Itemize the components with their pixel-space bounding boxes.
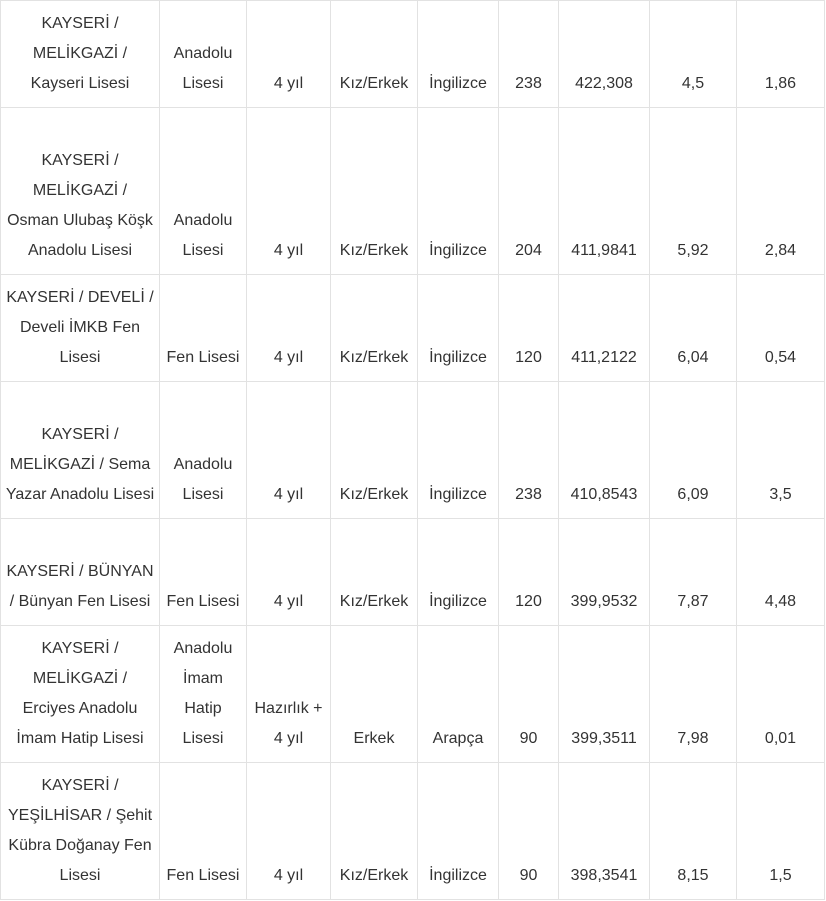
cell-percentile: 6,04	[650, 275, 737, 382]
cell-score: 399,9532	[559, 519, 650, 626]
cell-percentile: 6,09	[650, 382, 737, 519]
cell-type: Fen Lisesi	[160, 519, 247, 626]
cell-school: KAYSERİ / BÜNYAN / Bünyan Fen Lisesi	[1, 519, 160, 626]
cell-last-value: 2,84	[737, 108, 825, 275]
cell-score: 411,2122	[559, 275, 650, 382]
cell-duration: 4 yıl	[247, 1, 331, 108]
cell-percentile: 8,15	[650, 763, 737, 900]
table-row	[1, 1, 825, 108]
cell-type: Anadolu Lisesi	[160, 108, 247, 275]
cell-last-value: 0,01	[737, 626, 825, 763]
cell-last-value: 3,5	[737, 382, 825, 519]
cell-score: 422,308	[559, 1, 650, 108]
cell-gender: Kız/Erkek	[331, 382, 418, 519]
cell-gender: Kız/Erkek	[331, 1, 418, 108]
table-row	[1, 519, 825, 626]
cell-score: 410,8543	[559, 382, 650, 519]
cell-language: İngilizce	[418, 519, 499, 626]
cell-type: Anadolu Lisesi	[160, 382, 247, 519]
cell-type: Anadolu Lisesi	[160, 1, 247, 108]
cell-gender: Kız/Erkek	[331, 275, 418, 382]
cell-type: Fen Lisesi	[160, 763, 247, 900]
cell-duration: Hazırlık + 4 yıl	[247, 626, 331, 763]
cell-type: Fen Lisesi	[160, 275, 247, 382]
table-row	[1, 275, 825, 382]
table-body	[1, 1, 825, 900]
cell-school: KAYSERİ / MELİKGAZİ / Osman Ulubaş Köşk Anadolu Lisesi	[1, 108, 160, 275]
cell-quota: 120	[499, 275, 559, 382]
cell-quota: 238	[499, 1, 559, 108]
cell-language: İngilizce	[418, 382, 499, 519]
cell-duration: 4 yıl	[247, 108, 331, 275]
cell-quota: 238	[499, 382, 559, 519]
cell-language: İngilizce	[418, 108, 499, 275]
cell-language: İngilizce	[418, 275, 499, 382]
cell-score: 399,3511	[559, 626, 650, 763]
cell-school: KAYSERİ / DEVELİ / Develi İMKB Fen Lisesi	[1, 275, 160, 382]
cell-duration: 4 yıl	[247, 763, 331, 900]
cell-percentile: 5,92	[650, 108, 737, 275]
cell-school: KAYSERİ / MELİKGAZİ / Kayseri Lisesi	[1, 1, 160, 108]
cell-duration: 4 yıl	[247, 519, 331, 626]
cell-school: KAYSERİ / YEŞİLHİSAR / Şehit Kübra Doğanay Fen Lisesi	[1, 763, 160, 900]
cell-percentile: 7,98	[650, 626, 737, 763]
table-row	[1, 382, 825, 519]
cell-gender: Kız/Erkek	[331, 519, 418, 626]
cell-score: 411,9841	[559, 108, 650, 275]
cell-language: İngilizce	[418, 1, 499, 108]
cell-last-value: 0,54	[737, 275, 825, 382]
cell-gender: Kız/Erkek	[331, 763, 418, 900]
cell-percentile: 7,87	[650, 519, 737, 626]
cell-last-value: 1,86	[737, 1, 825, 108]
cell-quota: 204	[499, 108, 559, 275]
cell-school: KAYSERİ / MELİKGAZİ / Erciyes Anadolu İmam Hatip Lisesi	[1, 626, 160, 763]
table-row	[1, 108, 825, 275]
cell-language: İngilizce	[418, 763, 499, 900]
cell-quota: 90	[499, 626, 559, 763]
cell-duration: 4 yıl	[247, 382, 331, 519]
cell-quota: 90	[499, 763, 559, 900]
cell-language: Arapça	[418, 626, 499, 763]
cell-duration: 4 yıl	[247, 275, 331, 382]
cell-percentile: 4,5	[650, 1, 737, 108]
table-row	[1, 626, 825, 763]
cell-score: 398,3541	[559, 763, 650, 900]
cell-school: KAYSERİ / MELİKGAZİ / Sema Yazar Anadolu Lisesi	[1, 382, 160, 519]
cell-gender: Erkek	[331, 626, 418, 763]
cell-type: Anadolu İmam Hatip Lisesi	[160, 626, 247, 763]
cell-gender: Kız/Erkek	[331, 108, 418, 275]
cell-last-value: 1,5	[737, 763, 825, 900]
cell-quota: 120	[499, 519, 559, 626]
table-row	[1, 763, 825, 900]
cell-last-value: 4,48	[737, 519, 825, 626]
